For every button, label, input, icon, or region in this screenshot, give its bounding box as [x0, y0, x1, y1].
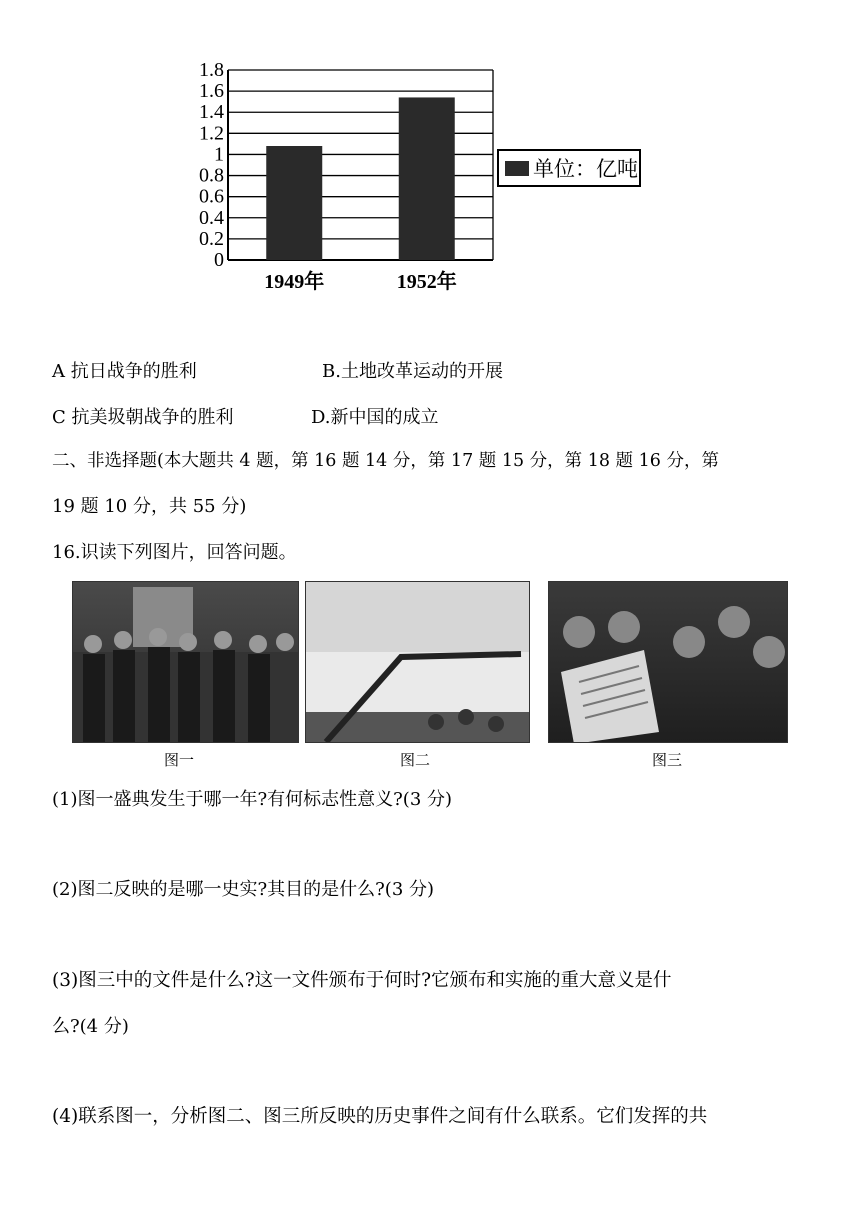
photo-document-crowd	[548, 581, 788, 743]
option-c: C 抗美圾朝战争的胜利	[52, 407, 234, 428]
bar	[399, 97, 455, 260]
caption-figure-2: 图二	[400, 751, 431, 769]
y-tick-label: 1.6	[199, 80, 224, 103]
question-16-3: (3)图三中的文件是什么?这一文件颁布于何时?它颁布和实施的重大意义是什	[52, 970, 672, 991]
y-tick-label: 0.6	[199, 185, 224, 208]
question-16-stem: 16.识读下列图片，回答问题。	[52, 542, 297, 563]
y-tick-label: 1.8	[199, 59, 224, 81]
y-tick-label: 0.8	[199, 164, 224, 187]
y-tick-label: 0.4	[199, 206, 224, 229]
legend-label: 单位：亿吨	[533, 157, 638, 181]
photo-strip	[60, 573, 805, 773]
photo-river-crossing	[305, 581, 530, 743]
question-16-4: (4)联系图一，分析图二、图三所反映的历史事件之间有什么联系。它们发挥的共	[52, 1106, 708, 1127]
bar	[266, 146, 322, 260]
y-tick-label: 0.2	[199, 227, 224, 250]
option-d: D.新中国的成立	[311, 407, 439, 428]
option-a: A 抗日战争的胜利	[52, 361, 197, 382]
photo-ceremony	[72, 581, 299, 743]
section-heading-cont: 19 题 10 分，共 55 分)	[52, 496, 247, 517]
section-heading: 二、非选择题(本大题共 4 题，第 16 题 14 分，第 17 题 15 分，第 18 题 16 分，第	[52, 451, 719, 471]
caption-figure-3: 图三	[652, 751, 683, 769]
y-tick-label: 1	[214, 143, 224, 166]
question-16-1: (1)图一盛典发生于哪一年?有何标志性意义?(3 分)	[52, 789, 453, 810]
y-tick-label: 1.4	[199, 101, 224, 124]
chart-legend	[497, 149, 641, 187]
x-tick-label: 1952年	[396, 271, 457, 293]
bar-chart	[188, 55, 658, 305]
y-tick-label: 1.2	[199, 122, 224, 145]
question-16-3-cont: 么?(4 分)	[52, 1016, 129, 1037]
legend-swatch	[505, 161, 529, 176]
x-tick-label: 1949年	[264, 271, 325, 293]
caption-figure-1: 图一	[164, 751, 195, 769]
question-16-2: (2)图二反映的是哪一史实?其目的是什么?(3 分)	[52, 879, 435, 900]
y-tick-label: 0	[214, 249, 224, 271]
option-b: B.土地改革运动的开展	[322, 361, 503, 382]
